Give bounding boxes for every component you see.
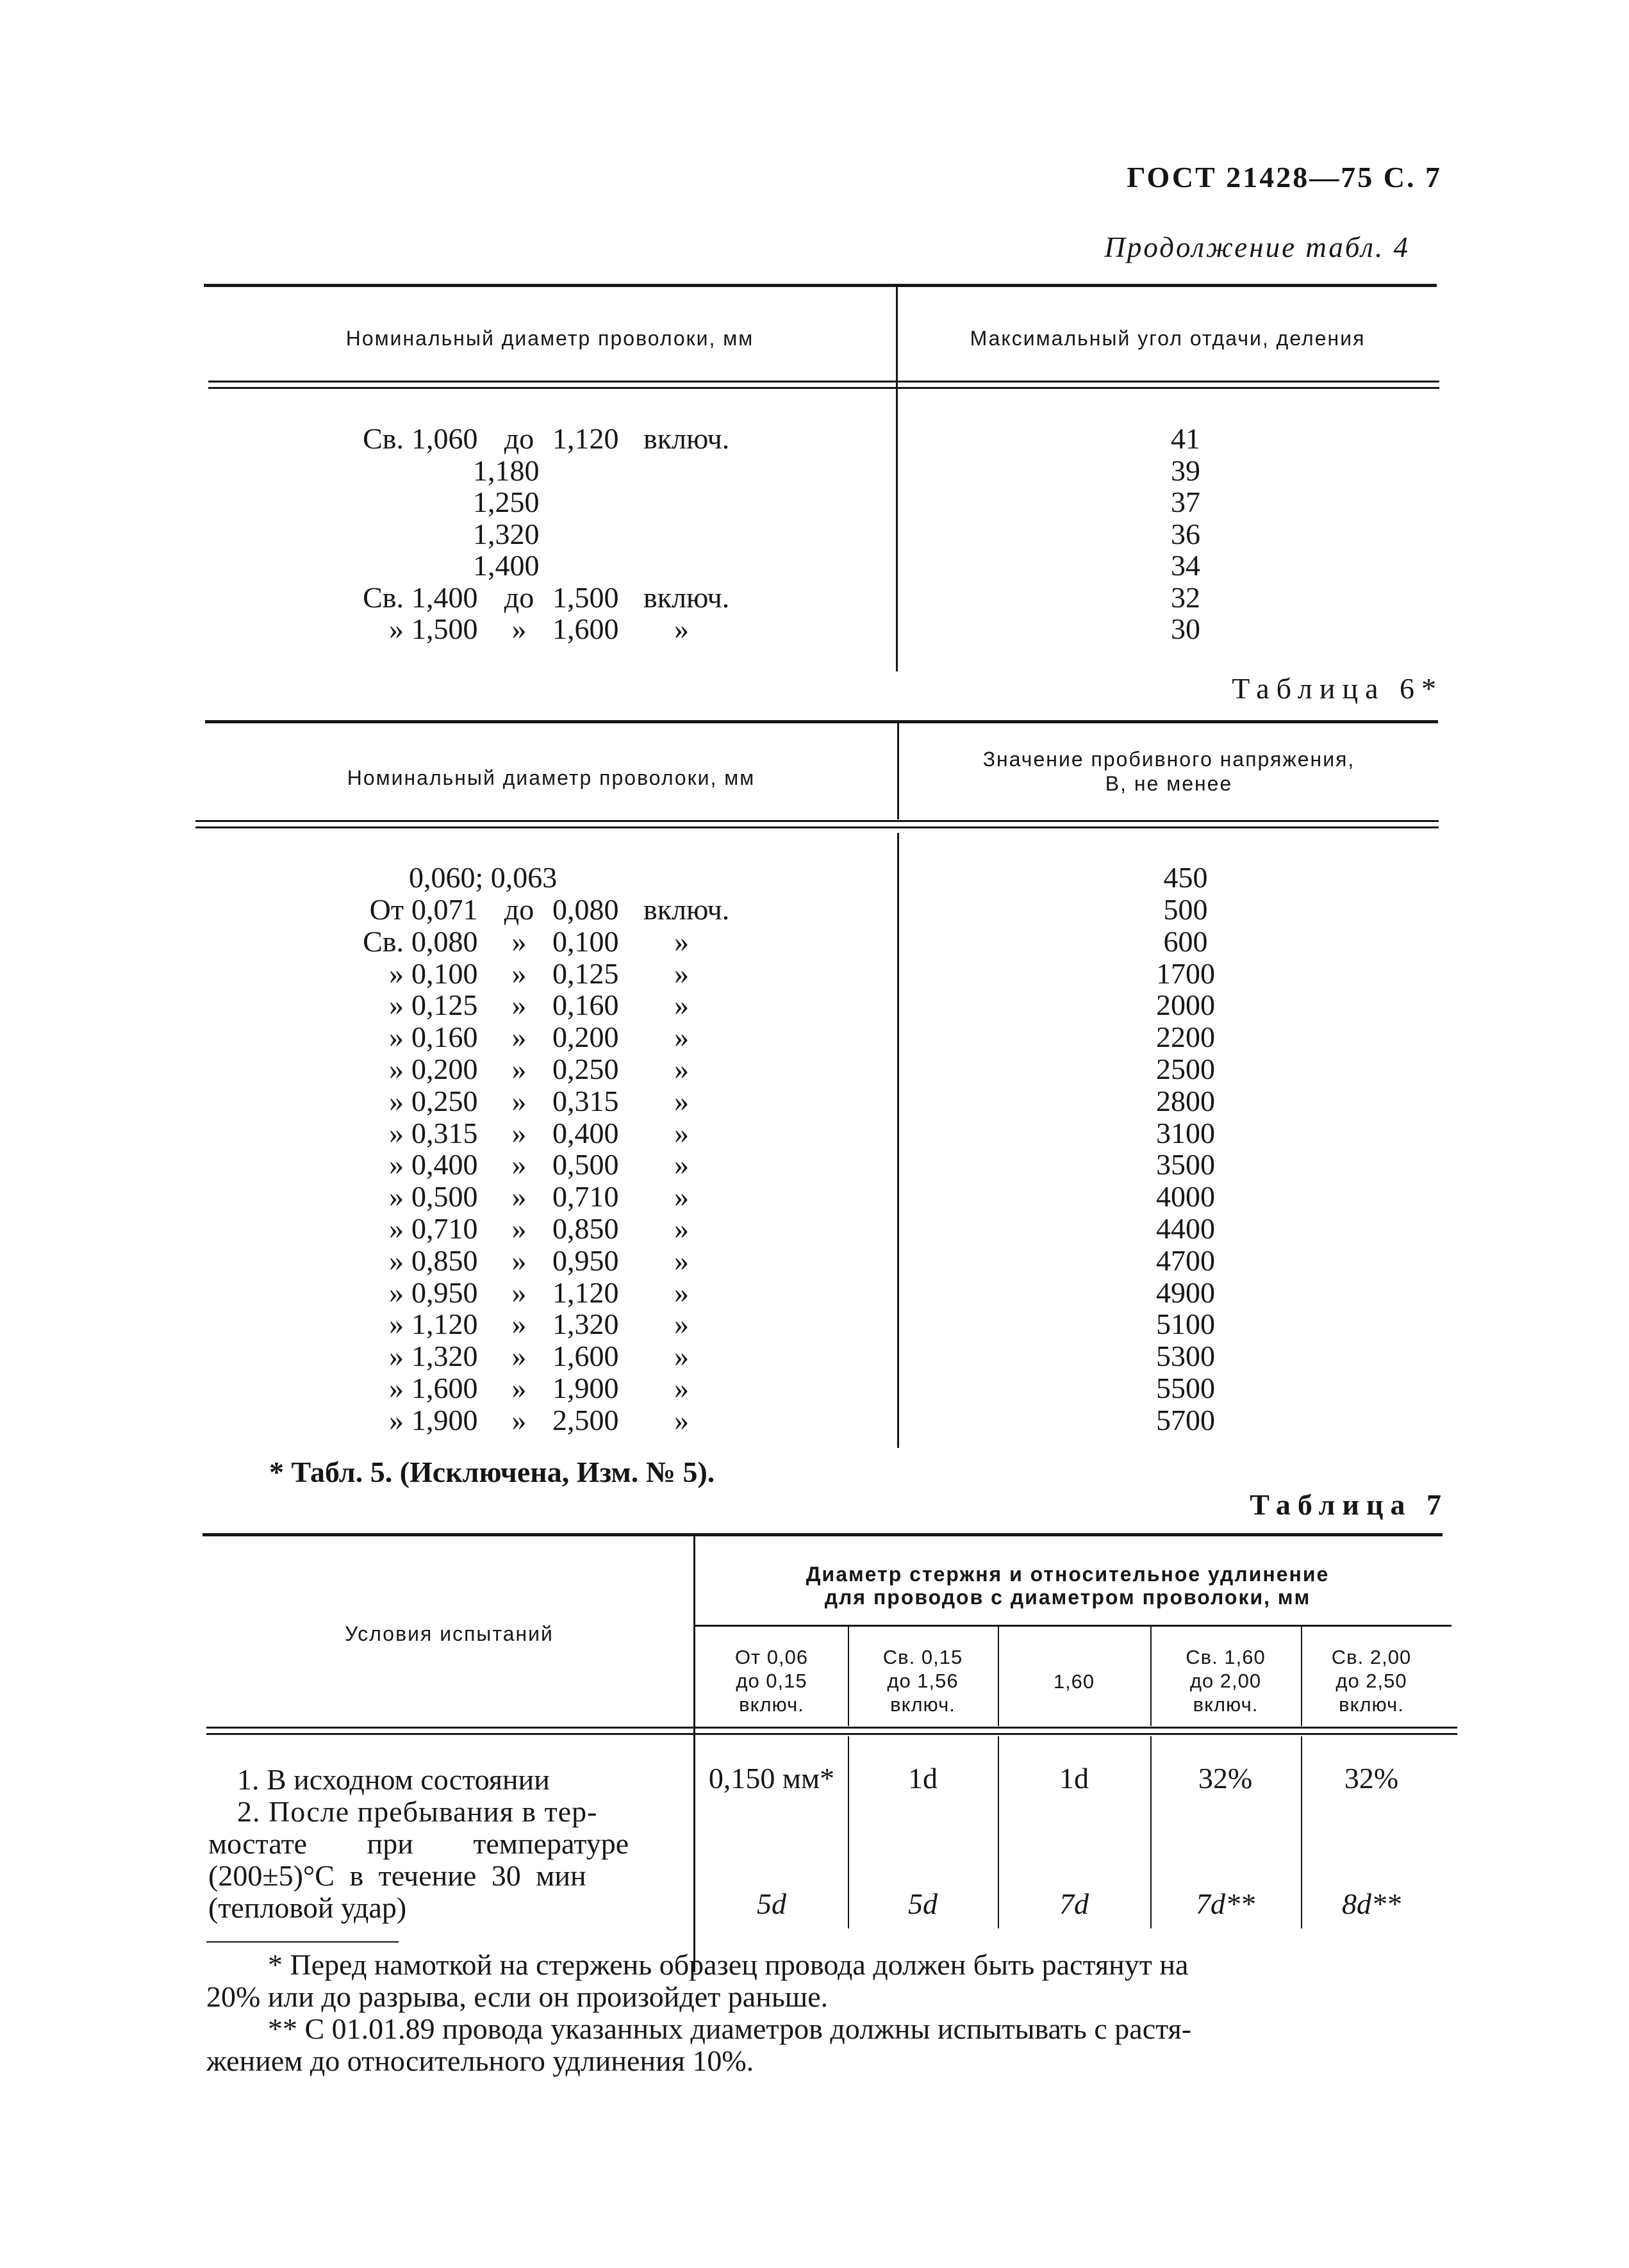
row-prefix: От [369,893,404,926]
row-prefix: » [389,1021,404,1053]
table7-group-header-line2: для проводов с диаметром проволоки, мм [824,1586,1311,1609]
row-value: 4900 [1156,1276,1215,1309]
row-from-value: 1,600 [411,1372,478,1404]
row-prefix: » [389,1085,404,1117]
row-value: 5300 [1156,1340,1215,1372]
row-suffix: включ. [643,422,730,455]
row-suffix: » [674,1244,689,1277]
row-from-value: 0,250 [411,1085,478,1117]
row-to-value: 0,250 [552,1053,619,1085]
table4-col1-header: Номинальный диаметр проволоки, мм [345,327,754,350]
row-connector: » [511,1340,527,1372]
row-from-value: 0,071 [411,893,478,926]
table7-subcol-header-line: 1,60 [1053,1670,1095,1693]
row-to-value: 1,600 [552,612,619,645]
table6-col1-header: Номинальный диаметр проволоки, мм [347,766,756,789]
row-suffix: » [674,1308,689,1340]
row-to-value: 0,400 [552,1117,619,1149]
row-prefix: » [389,1148,404,1181]
row-connector: » [511,1117,527,1149]
row-value: 37 [1171,486,1200,518]
table7-subcol-header-line: включ. [1193,1693,1259,1716]
row-from-value: 1,320 [473,518,540,550]
row-suffix: » [674,1180,689,1213]
row-value: 4000 [1156,1180,1215,1213]
row-suffix: » [674,1085,689,1117]
footnote-2-line2: жением до относительного удлинения 10%. [206,2044,754,2077]
row-value: 41 [1171,422,1200,455]
row-prefix: Св. [363,925,404,958]
table6-col2-header-line2: В, не менее [1105,772,1233,795]
row-from-value: 0,315 [411,1117,478,1149]
row-from-value: 0,710 [411,1212,478,1245]
row-connector: » [511,1148,527,1181]
table7-subcol-header-line: От 0,06 [734,1646,809,1668]
row-to-value: 1,500 [552,581,619,614]
row-from-value: 0,080 [411,925,478,958]
row-to-value: 0,100 [552,925,619,958]
row-value: 600 [1163,925,1208,958]
row-suffix: » [674,1372,689,1404]
row-connector: » [511,1404,527,1436]
row-to-value: 0,200 [552,1021,619,1053]
row-suffix: » [674,1340,689,1372]
row-to-value: 0,315 [552,1085,619,1117]
row-connector: » [511,1308,527,1340]
table7-row1-cell: 0,150 мм* [708,1762,835,1795]
row-value: 39 [1171,454,1200,487]
row-suffix: » [674,989,689,1021]
table7-row1-cell: 1d [1059,1762,1089,1795]
table7-subcol-header-line: до 1,56 [887,1670,959,1692]
row-value: 34 [1171,549,1200,582]
table7-condition-2-line3: (200±5)°С в течение 30 мин [208,1859,586,1892]
table7-header-rule-1 [206,1727,1457,1729]
table6-header-rule-2 [195,826,1439,828]
table7-row2-cell: 5d [908,1887,938,1920]
table7-subcol-header-line: Св. 0,15 [882,1646,963,1668]
row-to-value: 1,900 [552,1372,619,1404]
table7-subcol-header-line: Св. 2,00 [1331,1646,1412,1668]
row-to-value: 1,320 [552,1308,619,1340]
row-from-value: 0,200 [411,1053,478,1085]
table7-condition-2-line2: мостате при температуре [208,1827,629,1860]
row-value: 5500 [1156,1372,1215,1404]
table6-first-row-value: 450 [1163,861,1208,894]
table6-header-rule-1 [195,820,1439,822]
row-suffix: » [674,1053,689,1085]
row-suffix: » [674,1212,689,1245]
row-from-value: 0,500 [411,1180,478,1213]
row-suffix: включ. [643,581,730,614]
row-to-value: 1,120 [552,1276,619,1309]
table7-conditions-header: Условия испытаний [345,1622,554,1645]
row-suffix: » [674,1021,689,1053]
table7-group-rule [695,1625,1451,1627]
row-connector: » [511,1212,527,1245]
row-value: 2800 [1156,1085,1215,1117]
row-prefix: » [389,1372,404,1404]
row-to-value: 2,500 [552,1404,619,1436]
row-value: 5700 [1156,1404,1215,1436]
row-suffix: » [674,957,689,990]
table7-subcol-header-line: включ. [739,1693,804,1716]
row-prefix: » [389,1117,404,1149]
table7-row1-cell: 32% [1344,1762,1399,1795]
row-to-value: 1,120 [552,422,619,455]
table7-row2-cell: 8d** [1342,1887,1401,1920]
row-prefix: Св. [363,581,404,614]
row-prefix: » [389,1404,404,1436]
row-suffix: » [674,925,689,958]
table6-first-row-range: 0,060; 0,063 [409,861,558,894]
row-prefix: » [389,1212,404,1245]
row-prefix: » [389,989,404,1021]
table7-subcol-header-line: включ. [1339,1693,1404,1716]
row-from-value: 0,850 [411,1244,478,1277]
row-from-value: 1,120 [411,1308,478,1340]
table6-caption: Таблица 6* [1232,672,1443,705]
row-to-value: 0,850 [552,1212,619,1245]
row-from-value: 0,125 [411,989,478,1021]
row-to-value: 0,125 [552,957,619,990]
table4-header-rule-2 [208,387,1439,389]
footnote-separator [206,1941,399,1943]
row-from-value: 1,180 [473,454,540,487]
row-suffix: » [674,1117,689,1149]
footnote-1-line2: 20% или до разрыва, если он произойдет раньше. [206,1980,829,2013]
table7-subcol-header-line: включ. [890,1693,955,1716]
table6-note: * Табл. 5. (Исключена, Изм. № 5). [269,1456,715,1488]
table7-row1-cell: 1d [908,1762,938,1795]
row-value: 2000 [1156,989,1215,1021]
row-connector: » [511,1372,527,1404]
row-to-value: 0,710 [552,1180,619,1213]
row-prefix: » [389,1276,404,1309]
row-from-value: 1,400 [473,549,540,582]
row-value: 2200 [1156,1021,1215,1053]
row-connector: » [511,1085,527,1117]
row-connector: » [511,1276,527,1309]
row-suffix: » [674,612,689,645]
row-connector: » [511,1021,527,1053]
row-from-value: 0,160 [411,1021,478,1053]
table7-row2-cell: 7d** [1196,1887,1255,1920]
table7-condition-1: 1. В исходном состоянии [237,1763,550,1796]
row-value: 500 [1163,893,1208,926]
row-to-value: 0,160 [552,989,619,1021]
row-to-value: 1,600 [552,1340,619,1372]
row-prefix: » [389,1244,404,1277]
table6-col2-header-line1: Значение пробивного напряжения, [982,748,1355,771]
table7-subcol-header-line: до 0,15 [736,1670,807,1692]
table4-top-rule [204,284,1437,287]
table7-row2-cell: 7d [1059,1887,1089,1920]
row-prefix: Св. [363,422,404,455]
row-connector: » [511,1180,527,1213]
table7-top-rule [203,1533,1443,1536]
page-header: ГОСТ 21428—75 С. 7 [1127,161,1442,193]
row-connector: » [511,925,527,958]
row-value: 1700 [1156,957,1215,990]
footnote-2-line1: ** С 01.01.89 провода указанных диаметров должны испытывать с растя- [268,2012,1192,2045]
row-from-value: 1,320 [411,1340,478,1372]
row-from-value: 1,500 [411,612,478,645]
table7-condition-2-line1: 2. После пребывания в тер- [237,1795,598,1828]
table7-group-header-line1: Диаметр стержня и относительное удлинение [806,1563,1330,1586]
row-value: 30 [1171,612,1200,645]
table7-row1-cell: 32% [1198,1762,1253,1795]
row-from-value: 0,100 [411,957,478,990]
table7-subcol-header-line: до 2,00 [1189,1670,1262,1692]
row-value: 3100 [1156,1117,1215,1149]
row-value: 4400 [1156,1212,1215,1245]
row-prefix: » [389,1053,404,1085]
row-value: 5100 [1156,1308,1215,1340]
row-connector: до [504,581,534,614]
row-connector: » [511,989,527,1021]
row-from-value: 1,250 [473,486,540,518]
footnote-1-line1: * Перед намоткой на стержень образец провода должен быть растянут на [268,1948,1189,1981]
row-connector: » [511,612,527,645]
row-suffix: » [674,1148,689,1181]
row-prefix: » [389,957,404,990]
row-connector: до [504,422,534,455]
row-suffix: включ. [643,893,730,926]
row-connector: » [511,1053,527,1085]
row-prefix: » [389,1308,404,1340]
table4-col2-header: Максимальный угол отдачи, деления [970,327,1366,350]
row-to-value: 0,080 [552,893,619,926]
table7-subcol-header-line: до 2,50 [1335,1670,1407,1692]
row-prefix: » [389,1180,404,1213]
table6-top-rule [205,720,1438,723]
table7-caption: Таблица 7 [1250,1488,1448,1521]
row-suffix: » [674,1276,689,1309]
row-from-value: 0,400 [411,1148,478,1181]
row-prefix: » [389,1340,404,1372]
row-value: 3500 [1156,1148,1215,1181]
row-value: 2500 [1156,1053,1215,1085]
row-value: 32 [1171,581,1200,614]
row-from-value: 1,060 [411,422,478,455]
row-value: 36 [1171,518,1200,550]
row-connector: » [511,1244,527,1277]
row-suffix: » [674,1404,689,1436]
row-from-value: 1,400 [411,581,478,614]
table7-header-rule-2 [206,1733,1457,1735]
row-from-value: 1,900 [411,1404,478,1436]
table4-header-rule-1 [208,381,1439,382]
row-to-value: 0,500 [552,1148,619,1181]
row-connector: » [511,957,527,990]
row-prefix: » [389,612,404,645]
table4-continuation-caption: Продолжение табл. 4 [1104,231,1410,263]
row-from-value: 0,950 [411,1276,478,1309]
table7-row2-cell: 5d [757,1887,786,1920]
table6-column-divider [897,833,899,1448]
table7-condition-2-line4: (тепловой удар) [208,1891,407,1924]
row-to-value: 0,950 [552,1244,619,1277]
row-connector: до [504,893,534,926]
table7-subcol-header-line: Св. 1,60 [1186,1646,1266,1668]
row-value: 4700 [1156,1244,1215,1277]
